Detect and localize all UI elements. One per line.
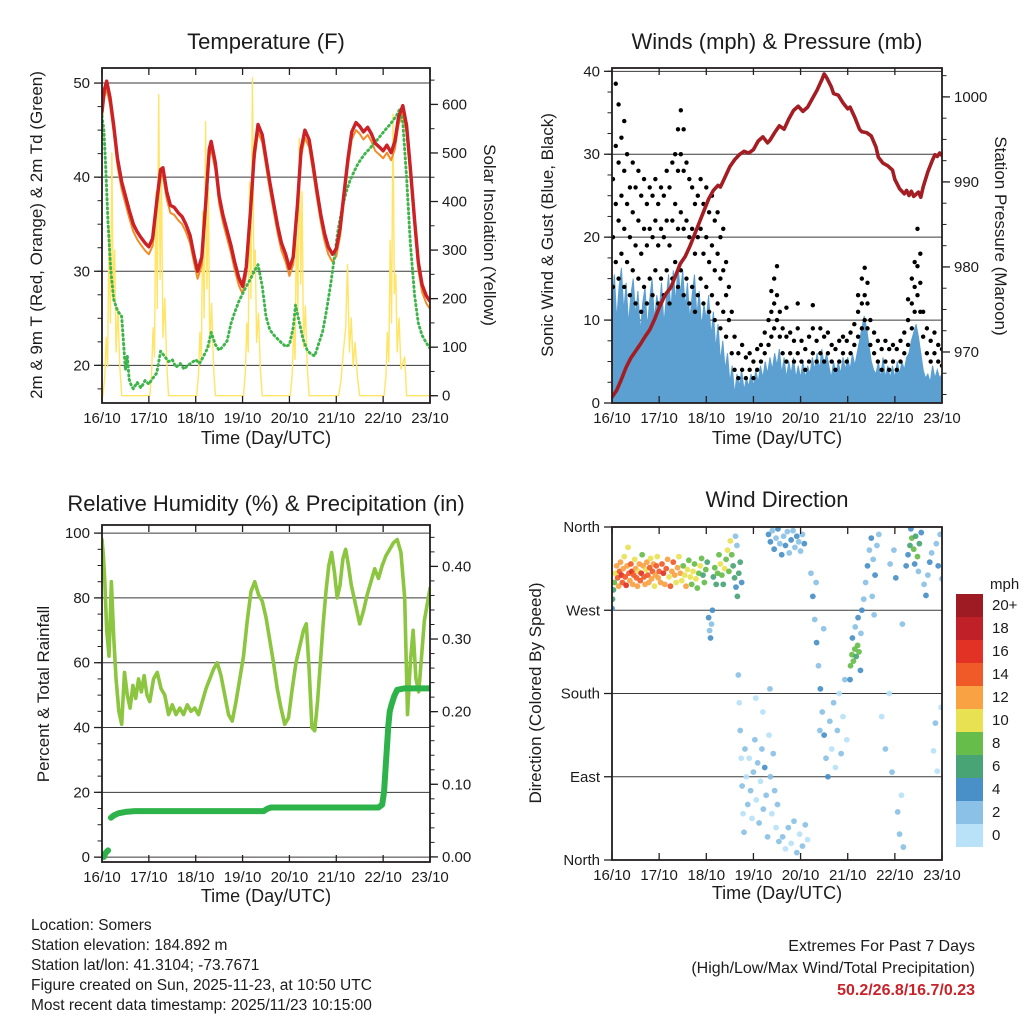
legend-entry [956, 709, 1024, 732]
svg-text:21/10: 21/10 [828, 410, 867, 427]
svg-text:40: 40 [73, 169, 90, 187]
svg-text:80: 80 [73, 589, 90, 607]
svg-text:21/10: 21/10 [317, 869, 356, 886]
humidity-precip-chart-title: Relative Humidity (%) & Precipitation (in) [67, 491, 465, 516]
legend-label: 18 [992, 620, 1009, 637]
svg-text:0: 0 [81, 849, 90, 867]
svg-text:300: 300 [442, 242, 468, 260]
wind-left-ylabel: Sonic Wind & Gust (Blue, Black) [538, 113, 557, 357]
wind-direction-chart [561, 519, 961, 884]
colorbar-rows [956, 594, 1024, 847]
svg-text:21/10: 21/10 [828, 867, 867, 884]
svg-text:990: 990 [954, 173, 980, 191]
colorbar-title: mph [990, 576, 1020, 593]
svg-text:23/10: 23/10 [411, 410, 449, 427]
legend-entry [956, 663, 1024, 686]
legend-swatch [956, 732, 983, 755]
svg-text:0.00: 0.00 [442, 848, 472, 866]
legend-swatch [956, 709, 983, 732]
svg-text:West: West [566, 602, 600, 620]
temperature-left-ylabel: 2m & 9m T (Red, Orange) & 2m Td (Green) [27, 71, 46, 399]
svg-text:16/10: 16/10 [593, 410, 631, 427]
svg-text:10: 10 [583, 312, 600, 330]
figure-created: Figure created on Sun, 2025-11-23, at 10:50 UTC [31, 977, 372, 994]
wind-direction-chart-title: Wind Direction [705, 487, 849, 512]
legend-entry [956, 594, 1024, 617]
legend-entry [956, 801, 1024, 824]
legend-label: 2 [992, 804, 1001, 821]
solar-right-ylabel: Solar Insolation (Yellow) [480, 144, 499, 326]
legend-swatch [956, 755, 983, 778]
svg-text:17/10: 17/10 [640, 410, 678, 427]
svg-text:200: 200 [442, 290, 468, 308]
svg-text:30: 30 [583, 146, 600, 164]
svg-text:East: East [569, 768, 600, 786]
svg-text:20/10: 20/10 [781, 410, 820, 427]
svg-text:20: 20 [73, 784, 90, 802]
legend-label: 16 [992, 643, 1009, 660]
svg-text:19/10: 19/10 [223, 410, 262, 427]
legend-entry [956, 778, 1024, 801]
svg-text:40: 40 [73, 719, 90, 737]
svg-text:16/10: 16/10 [83, 410, 121, 427]
svg-text:18/10: 18/10 [176, 869, 215, 886]
extremes-title: Extremes For Past 7 Days [788, 938, 975, 955]
svg-text:20/10: 20/10 [270, 869, 309, 886]
wind-direction-xlabel: Time (Day/UTC) [711, 883, 843, 903]
svg-text:600: 600 [442, 96, 468, 114]
svg-text:20/10: 20/10 [781, 867, 820, 884]
svg-text:17/10: 17/10 [130, 410, 168, 427]
svg-text:400: 400 [442, 193, 468, 211]
svg-text:1000: 1000 [954, 88, 988, 106]
svg-text:22/10: 22/10 [876, 867, 914, 884]
temperature-xlabel: Time (Day/UTC) [200, 428, 332, 448]
legend-label: 12 [992, 689, 1009, 706]
legend-swatch [956, 663, 983, 686]
svg-text:100: 100 [442, 339, 468, 357]
temperature-chart-title: Temperature (F) [187, 29, 345, 54]
extremes-summary [691, 936, 975, 1002]
legend-label: 6 [992, 758, 1001, 775]
svg-text:23/10: 23/10 [923, 410, 961, 427]
svg-text:0: 0 [442, 387, 451, 405]
svg-text:19/10: 19/10 [734, 410, 773, 427]
svg-text:500: 500 [442, 144, 468, 162]
humidity-left-ylabel: Percent & Total Rainfall [34, 605, 53, 783]
svg-text:19/10: 19/10 [223, 869, 262, 886]
svg-text:23/10: 23/10 [923, 867, 961, 884]
legend-swatch [956, 778, 983, 801]
legend-label: 20+ [992, 597, 1018, 614]
svg-text:50: 50 [73, 75, 90, 93]
svg-text:18/10: 18/10 [176, 410, 215, 427]
svg-text:0.20: 0.20 [442, 703, 472, 721]
legend-label: 14 [992, 666, 1009, 683]
svg-text:30: 30 [73, 263, 90, 281]
svg-text:22/10: 22/10 [364, 410, 402, 427]
legend-swatch [956, 686, 983, 709]
station-elevation: Station elevation: 184.892 m [31, 937, 228, 954]
svg-text:40: 40 [583, 63, 600, 81]
svg-text:20/10: 20/10 [270, 410, 309, 427]
legend-entry [956, 617, 1024, 640]
extremes-subtitle: (High/Low/Max Wind/Total Precipitation) [691, 960, 975, 977]
svg-text:16/10: 16/10 [593, 867, 631, 884]
svg-text:970: 970 [954, 343, 980, 361]
svg-text:22/10: 22/10 [364, 869, 402, 886]
svg-text:South: South [560, 685, 600, 703]
svg-text:20: 20 [73, 357, 90, 375]
data-timestamp: Most recent data timestamp: 2025/11/23 10:15:00 [31, 997, 372, 1014]
legend-swatch [956, 824, 983, 847]
legend-swatch [956, 594, 983, 617]
extremes-values: 50.2/26.8/16.7/0.23 [837, 982, 975, 999]
legend-entry [956, 686, 1024, 709]
direction-left-ylabel: Direction (Colored By Speed) [526, 582, 545, 804]
speed-colorbar [956, 576, 1024, 847]
legend-label: 4 [992, 781, 1001, 798]
legend-entry [956, 732, 1024, 755]
svg-text:980: 980 [954, 258, 980, 276]
svg-text:North: North [563, 519, 600, 536]
humidity-precip-chart [65, 525, 471, 886]
legend-entry [956, 824, 1024, 847]
svg-text:16/10: 16/10 [83, 869, 121, 886]
station-info [31, 916, 372, 1016]
winds-pressure-chart [583, 63, 987, 427]
legend-label: 0 [992, 827, 1001, 844]
svg-text:21/10: 21/10 [317, 410, 356, 427]
svg-text:17/10: 17/10 [130, 869, 168, 886]
legend-swatch [956, 801, 983, 824]
svg-text:23/10: 23/10 [411, 869, 449, 886]
svg-text:0.10: 0.10 [442, 776, 472, 794]
svg-text:North: North [563, 852, 600, 869]
temperature-chart [73, 68, 467, 427]
svg-text:0.40: 0.40 [442, 558, 472, 576]
legend-swatch [956, 640, 983, 663]
svg-text:22/10: 22/10 [876, 410, 914, 427]
svg-text:0.30: 0.30 [442, 631, 472, 649]
station-location: Location: Somers [31, 917, 152, 934]
svg-text:60: 60 [73, 654, 90, 672]
svg-text:0: 0 [591, 395, 600, 412]
winds-xlabel: Time (Day/UTC) [711, 428, 843, 448]
legend-label: 8 [992, 735, 1001, 752]
humidity-xlabel: Time (Day/UTC) [200, 886, 332, 906]
svg-text:20: 20 [583, 229, 600, 247]
legend-label: 10 [992, 712, 1009, 729]
svg-text:100: 100 [64, 525, 90, 543]
svg-text:18/10: 18/10 [687, 867, 726, 884]
legend-entry [956, 755, 1024, 778]
station-latlon: Station lat/lon: 41.3104; -73.7671 [31, 957, 260, 974]
svg-text:18/10: 18/10 [687, 410, 726, 427]
pressure-right-ylabel: Station Pressure (Maroon) [991, 136, 1010, 336]
winds-pressure-chart-title: Winds (mph) & Pressure (mb) [631, 29, 923, 54]
legend-entry [956, 640, 1024, 663]
svg-text:19/10: 19/10 [734, 867, 773, 884]
legend-swatch [956, 617, 983, 640]
svg-text:17/10: 17/10 [640, 867, 678, 884]
